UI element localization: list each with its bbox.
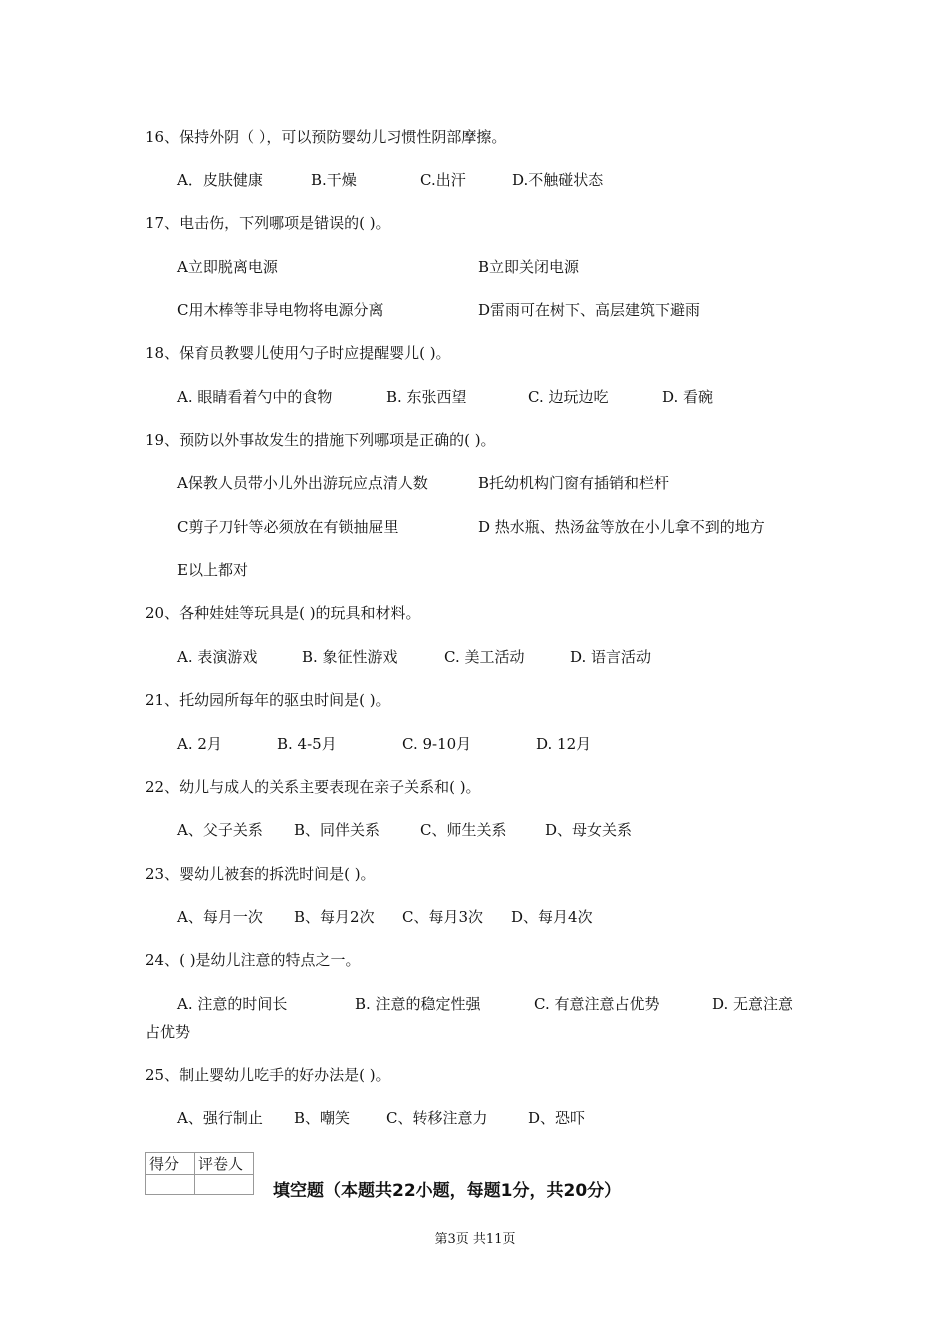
question-17-option-b: B立即关闭电源 <box>478 258 580 276</box>
question-25-option-b: B、嘲笑 <box>294 1109 351 1127</box>
question-20-stem: 20、各种娃娃等玩具是( )的玩具和材料。 <box>145 604 421 622</box>
grader-cell <box>195 1175 254 1195</box>
question-21-option-d: D. 12月 <box>536 735 592 753</box>
question-25-stem: 25、制止婴幼儿吃手的好办法是( )。 <box>145 1066 391 1084</box>
question-25-option-d: D、恐吓 <box>528 1109 586 1127</box>
question-18-option-c: C. 边玩边吃 <box>528 388 609 406</box>
question-22-stem: 22、幼儿与成人的关系主要表现在亲子关系和( )。 <box>145 778 481 796</box>
question-21-option-b: B. 4-5月 <box>277 735 337 753</box>
question-21-stem: 21、托幼园所每年的驱虫时间是( )。 <box>145 691 391 709</box>
question-17-option-c: C用木棒等非导电物将电源分离 <box>177 301 384 319</box>
question-25-option-c: C、转移注意力 <box>386 1109 488 1127</box>
question-16-option-a: A．皮肤健康 <box>177 171 263 189</box>
question-24-option-c: C. 有意注意占优势 <box>534 995 660 1013</box>
question-22-option-d: D、母女关系 <box>545 821 633 839</box>
question-24-option-b: B. 注意的稳定性强 <box>355 995 481 1013</box>
question-21-option-c: C. 9-10月 <box>402 735 472 753</box>
score-cell <box>146 1175 195 1195</box>
question-20-option-b: B. 象征性游戏 <box>302 648 398 666</box>
question-23-stem: 23、婴幼儿被套的拆洗时间是( )。 <box>145 865 376 883</box>
question-24-option-d-continuation: 占优势 <box>145 1023 191 1041</box>
question-16-option-c: C.出汗 <box>420 171 466 189</box>
question-22-option-b: B、同伴关系 <box>294 821 381 839</box>
question-24-stem: 24、( )是幼儿注意的特点之一。 <box>145 951 361 969</box>
question-17-stem: 17、电击伤，下列哪项是错误的( )。 <box>145 214 391 232</box>
question-16-stem: 16、保持外阴（ ），可以预防婴幼儿习惯性阴部摩擦。 <box>145 128 507 146</box>
question-23-option-a: A、每月一次 <box>177 908 263 926</box>
question-18-stem: 18、保育员教婴儿使用勺子时应提醒婴儿( )。 <box>145 344 451 362</box>
question-18-option-d: D. 看碗 <box>662 388 714 406</box>
score-table <box>145 1152 254 1195</box>
question-22-option-c: C、师生关系 <box>420 821 507 839</box>
score-table-blank-row <box>146 1175 254 1195</box>
page-footer: 第3页 共11页 <box>434 1232 516 1247</box>
question-23-option-d: D、每月4次 <box>511 908 593 926</box>
question-18-option-b: B. 东张西望 <box>386 388 467 406</box>
question-19-stem: 19、预防以外事故发生的措施下列哪项是正确的( )。 <box>145 431 496 449</box>
score-header: 得分 <box>146 1153 195 1175</box>
question-16-option-b: B.干燥 <box>311 171 357 189</box>
grader-header: 评卷人 <box>195 1153 254 1175</box>
question-25-option-a: A、强行制止 <box>177 1109 263 1127</box>
question-16-option-d: D.不触碰状态 <box>512 171 604 189</box>
question-19-option-e: E以上都对 <box>177 561 248 579</box>
question-23-option-b: B、每月2次 <box>294 908 375 926</box>
question-20-option-c: C. 美工活动 <box>444 648 525 666</box>
question-19-option-d: D 热水瓶、热汤盆等放在小儿拿不到的地方 <box>478 518 765 536</box>
question-22-option-a: A、父子关系 <box>177 821 263 839</box>
question-17-option-a: A立即脱离电源 <box>177 258 278 276</box>
question-24-option-d: D. 无意注意 <box>712 995 794 1013</box>
score-table-header-row <box>146 1153 254 1175</box>
question-23-option-c: C、每月3次 <box>402 908 484 926</box>
section-title: 填空题（本题共22小题，每题1分，共20分） <box>273 1181 622 1201</box>
question-24-option-a: A. 注意的时间长 <box>177 995 288 1013</box>
question-19-option-c: C剪子刀针等必须放在有锁抽屉里 <box>177 518 399 536</box>
question-19-option-b: B托幼机构门窗有插销和栏杆 <box>478 474 670 492</box>
question-19-option-a: A保教人员带小儿外出游玩应点清人数 <box>177 474 428 492</box>
question-20-option-a: A. 表演游戏 <box>177 648 258 666</box>
question-21-option-a: A. 2月 <box>177 735 222 753</box>
question-17-option-d: D雷雨可在树下、高层建筑下避雨 <box>478 301 701 319</box>
question-20-option-d: D. 语言活动 <box>570 648 652 666</box>
question-18-option-a: A. 眼睛看着勺中的食物 <box>177 388 333 406</box>
